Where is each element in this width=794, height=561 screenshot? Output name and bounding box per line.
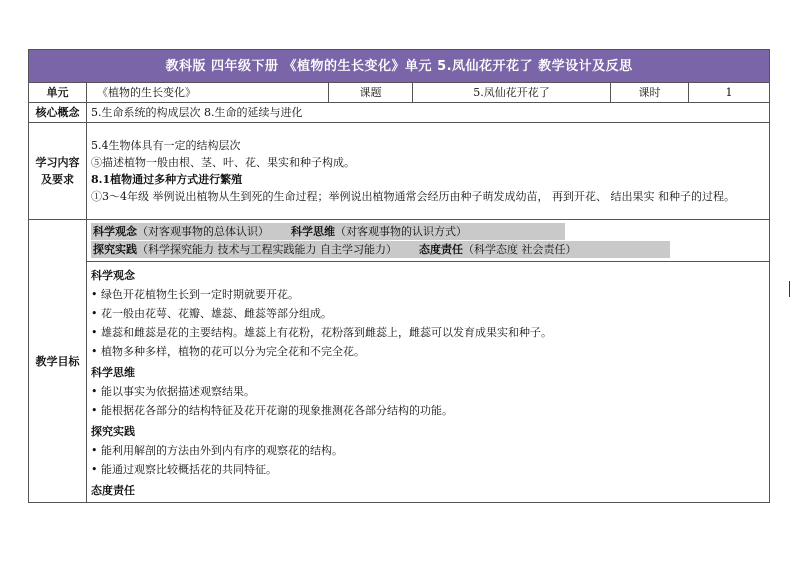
requirements-label: 学习内容及要求 <box>29 123 87 220</box>
goals-summary-row <box>29 220 770 262</box>
goal-item: • 花一般由花萼、花瓣、雄蕊、雌蕊等部分组成。 <box>91 307 332 320</box>
core-concept-row <box>29 103 770 123</box>
core-concept-value: 5.生命系统的构成层次 8.生命的延续与进化 <box>87 103 770 123</box>
requirement-line: 5.4生物体具有一定的结构层次 <box>91 139 241 152</box>
summary-science-concept-desc: （对客观事物的总体认识） <box>137 225 269 238</box>
unit-row <box>29 83 770 103</box>
summary-inquiry-practice: 探究实践 <box>93 243 137 256</box>
requirements-row <box>29 123 770 220</box>
topic-label: 课题 <box>329 83 413 103</box>
requirement-line: ⑤描述植物一般由根、茎、叶、花、果实和种子构成。 <box>91 156 355 169</box>
goals-detail <box>87 262 770 503</box>
unit-label: 单元 <box>29 83 87 103</box>
summary-attitude: 态度责任 <box>419 243 463 256</box>
section-heading: 探究实践 <box>91 425 135 438</box>
summary-inquiry-practice-desc: （科学探究能力 技术与工程实践能力 自主学习能力） <box>137 243 397 256</box>
goal-item: • 能根据花各部分的结构特征及花开花谢的现象推测花各部分结构的功能。 <box>91 404 453 417</box>
goals-detail-row <box>29 262 770 503</box>
goals-summary-line-2 <box>91 241 670 258</box>
goal-item: • 能利用解剖的方法由外到内有序的观察花的结构。 <box>91 444 343 457</box>
topic-value: 5.凤仙花开花了 <box>413 83 611 103</box>
unit-value: 《植物的生长变化》 <box>87 83 329 103</box>
requirement-line: ①3～4年级 举例说出植物从生到死的生命过程；举例说出植物通常会经历由种子萌发成幼苗， 再到开花、 结出果实 和种子的过程。 <box>91 190 735 203</box>
requirement-line: 8.1植物通过多种方式进行繁殖 <box>91 173 243 186</box>
period-value: 1 <box>689 83 770 103</box>
goal-item: • 绿色开花植物生长到一定时期就要开花。 <box>91 288 299 301</box>
section-heading: 科学思维 <box>91 366 135 379</box>
goals-summary <box>87 220 770 262</box>
section-heading: 态度责任 <box>91 484 135 497</box>
goals-label: 教学目标 <box>29 220 87 503</box>
summary-attitude-desc: （科学态度 社会责任） <box>463 243 577 256</box>
summary-science-concept: 科学观念 <box>93 225 137 238</box>
summary-science-thinking-desc: （对客观事物的认识方式） <box>335 225 467 238</box>
goal-item: • 能以事实为依据描述观察结果。 <box>91 385 255 398</box>
goal-item: • 雄蕊和雌蕊是花的主要结构。雄蕊上有花粉，花粉落到雌蕊上，雌蕊可以发育成果实和种子。 <box>91 326 552 339</box>
requirements-content <box>87 123 770 220</box>
document-title: 教科版 四年级下册 《植物的生长变化》单元 5.凤仙花开花了 教学设计及反思 <box>29 50 770 83</box>
section-heading: 科学观念 <box>91 269 135 282</box>
goals-summary-line-1 <box>91 223 565 240</box>
lesson-plan-table <box>28 49 770 503</box>
summary-science-thinking: 科学思维 <box>291 225 335 238</box>
core-concept-label: 核心概念 <box>29 103 87 123</box>
goal-item: • 能通过观察比较概括花的共同特征。 <box>91 463 277 476</box>
title-row <box>29 50 770 83</box>
period-label: 课时 <box>611 83 689 103</box>
text-cursor-mark <box>789 281 790 297</box>
goal-item: • 植物多种多样，植物的花可以分为完全花和不完全花。 <box>91 345 365 358</box>
